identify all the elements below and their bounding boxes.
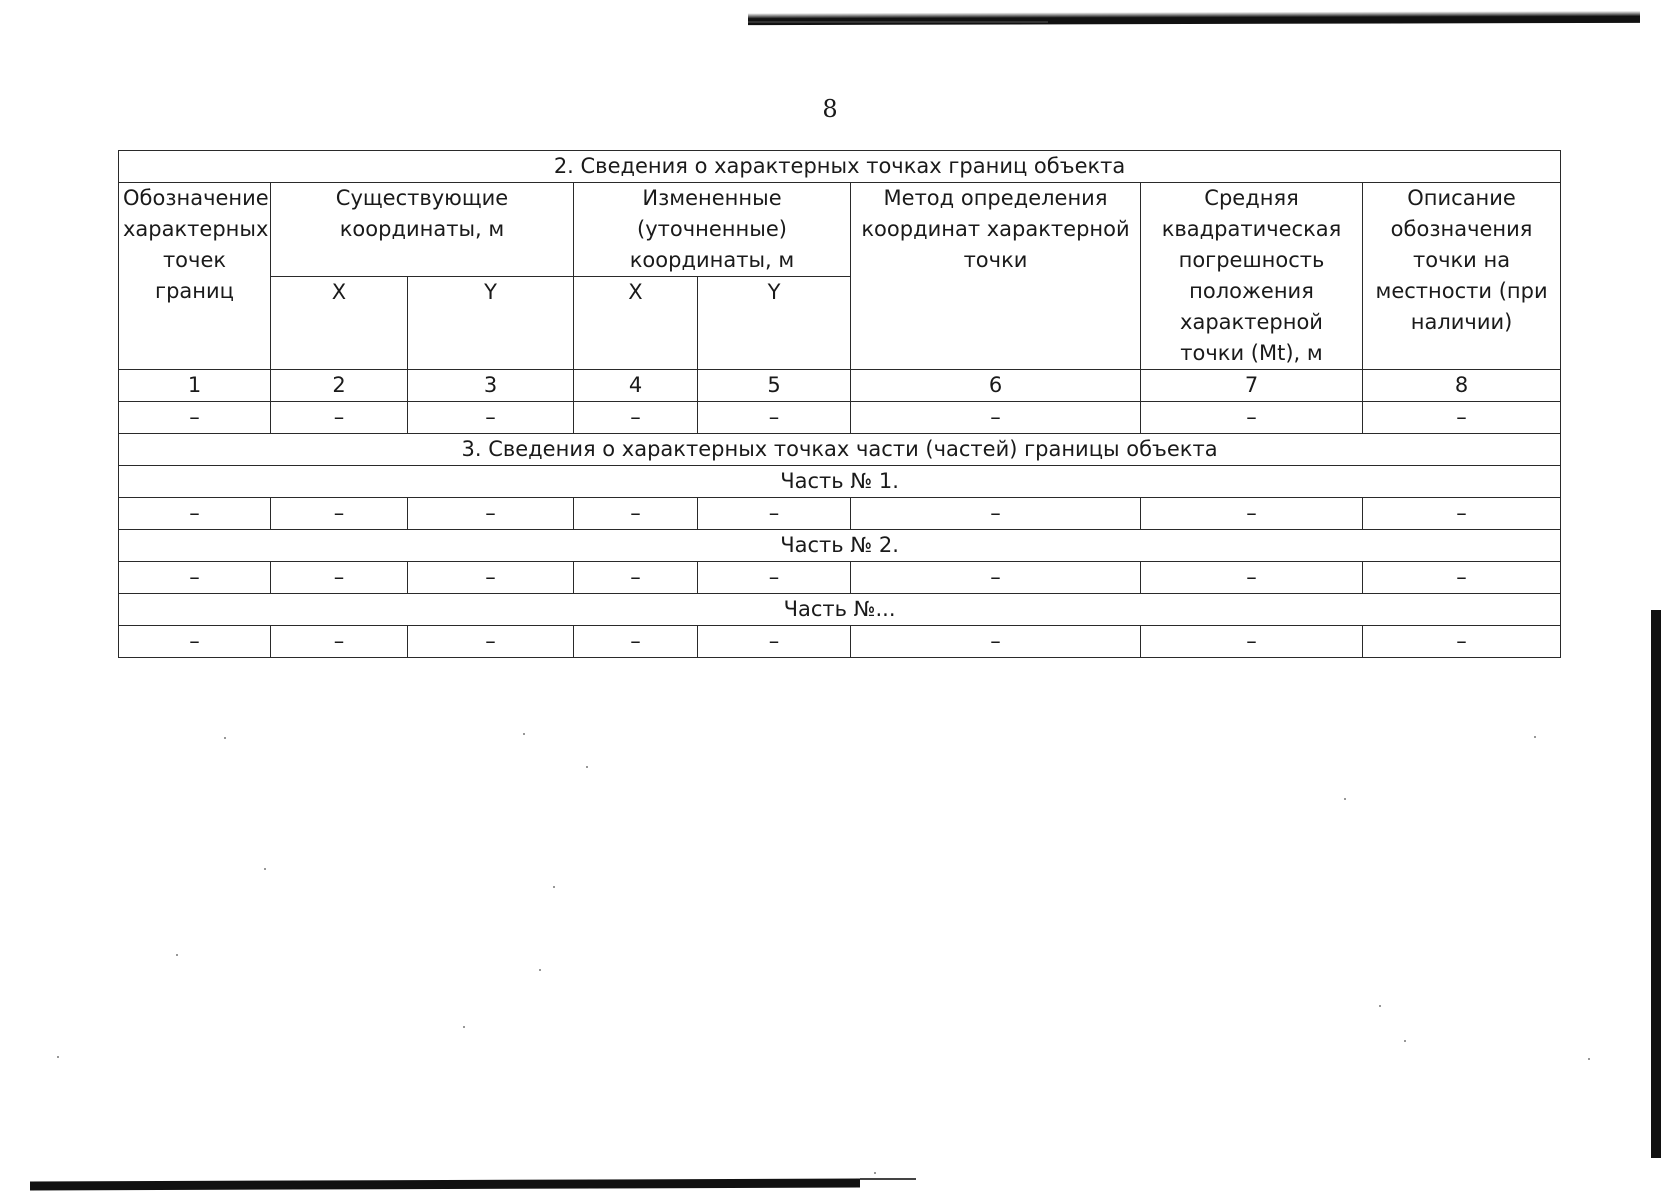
table-cell: –: [698, 626, 851, 658]
column-number: 1: [119, 370, 271, 402]
table-cell: –: [1363, 402, 1561, 434]
scan-speck: [1534, 736, 1536, 738]
table-cell: –: [851, 402, 1141, 434]
header-changed-x: X: [574, 277, 698, 370]
column-number: 8: [1363, 370, 1561, 402]
scan-speck: [463, 1026, 465, 1028]
part-label: Часть № 1.: [119, 466, 1561, 498]
part-label-row: [119, 466, 1561, 498]
table-cell: –: [271, 402, 408, 434]
table-cell: –: [408, 402, 574, 434]
table-cell: –: [574, 626, 698, 658]
section2-title-row: [119, 151, 1561, 183]
column-numbers-row: [119, 370, 1561, 402]
column-number: 2: [271, 370, 408, 402]
table-cell: –: [1363, 562, 1561, 594]
table-cell: –: [574, 498, 698, 530]
boundary-points-table: [118, 150, 1561, 658]
column-number: 4: [574, 370, 698, 402]
table-cell: –: [574, 562, 698, 594]
scan-speck: [264, 868, 266, 870]
column-number: 5: [698, 370, 851, 402]
table-cell: –: [851, 626, 1141, 658]
scan-edge-bottom: [30, 1179, 860, 1191]
scan-speck: [176, 954, 178, 956]
column-number: 6: [851, 370, 1141, 402]
header-mean-square-error: Средняя квадратическая погрешность положения характерной точки (Mt), м: [1141, 183, 1363, 370]
part-label: Часть №...: [119, 594, 1561, 626]
part-label-row: [119, 530, 1561, 562]
table-cell: –: [119, 562, 271, 594]
table-cell: –: [574, 402, 698, 434]
section2-title: 2. Сведения о характерных точках границ объекта: [119, 151, 1561, 183]
table-cell: –: [271, 626, 408, 658]
header-changed-coordinates: Измененные (уточненные) координаты, м: [574, 183, 851, 277]
column-number: 7: [1141, 370, 1363, 402]
scan-edge-bottom-thin: [860, 1178, 916, 1180]
header-changed-y: Y: [698, 277, 851, 370]
table-cell: –: [1141, 626, 1363, 658]
table-cell: –: [1363, 626, 1561, 658]
table-cell: –: [119, 402, 271, 434]
scan-speck: [57, 1056, 59, 1058]
table-cell: –: [1363, 498, 1561, 530]
table-cell: –: [1141, 562, 1363, 594]
header-description: Описание обозначения точки на местности (при наличии): [1363, 183, 1561, 370]
table-cell: –: [271, 498, 408, 530]
header-existing-coordinates: Существующие координаты, м: [271, 183, 574, 277]
table-cell: –: [698, 402, 851, 434]
table-cell: –: [698, 562, 851, 594]
scan-speck: [1404, 1040, 1406, 1042]
scan-speck: [1344, 798, 1346, 800]
table-cell: –: [271, 562, 408, 594]
table-row: [119, 562, 1561, 594]
scan-speck: [1588, 1058, 1590, 1060]
scan-speck: [1379, 1005, 1381, 1007]
scan-speck: [539, 969, 541, 971]
column-number: 3: [408, 370, 574, 402]
header-existing-x: X: [271, 277, 408, 370]
part-label-row: [119, 594, 1561, 626]
section3-title: 3. Сведения о характерных точках части (частей) границы объекта: [119, 434, 1561, 466]
table-cell: –: [408, 626, 574, 658]
table-row: [119, 626, 1561, 658]
section3-title-row: [119, 434, 1561, 466]
table-row: [119, 498, 1561, 530]
page-number: 8: [822, 95, 838, 123]
scan-edge-top-thin: [748, 21, 1048, 23]
table-cell: –: [408, 562, 574, 594]
table-cell: –: [1141, 402, 1363, 434]
header-row-1: [119, 183, 1561, 277]
scan-speck: [586, 766, 588, 768]
table-cell: –: [1141, 498, 1363, 530]
scan-edge-right: [1651, 610, 1661, 1158]
scan-edge-top: [748, 11, 1640, 25]
header-method: Метод определения координат характерной точки: [851, 183, 1141, 370]
table-cell: –: [119, 626, 271, 658]
table-cell: –: [408, 498, 574, 530]
scan-speck: [553, 886, 555, 888]
header-point-designation: Обозначение характерных точек границ: [119, 183, 271, 370]
table-cell: –: [851, 498, 1141, 530]
scan-speck: [224, 737, 226, 739]
scan-speck: [523, 733, 525, 735]
table-cell: –: [851, 562, 1141, 594]
table-cell: –: [698, 498, 851, 530]
table-cell: –: [119, 498, 271, 530]
scan-speck: [874, 1172, 876, 1174]
table-row: [119, 402, 1561, 434]
part-label: Часть № 2.: [119, 530, 1561, 562]
header-existing-y: Y: [408, 277, 574, 370]
